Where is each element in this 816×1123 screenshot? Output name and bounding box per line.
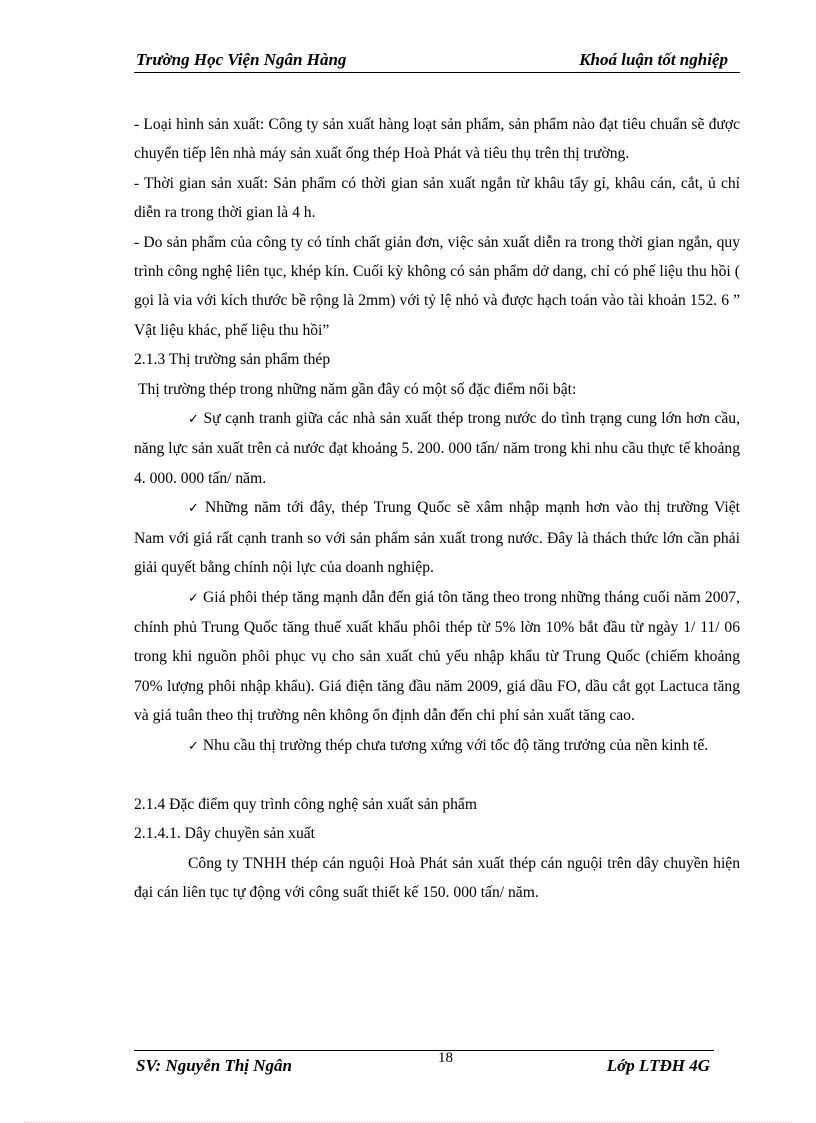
- footer-class: Lớp LTĐH 4G: [606, 1056, 710, 1075]
- check-icon: ✓: [188, 412, 200, 428]
- bullet-text: Giá phôi thép tăng mạnh dẫn đến giá tôn tăng theo trong những tháng cuối năm 2007, chính phủ Trung Quốc tăng thuế xuất khẩu phôi thép từ 5% lờn 10% bắt đầu từ ngày 1/ 11/ 06 trong khi nguồn phôi phục vụ cho sản xuất chủ yếu nhập khẩu từ Trung Quốc (chiếm khoảng 70% lượng phôi nhập khẩu). Giá điện tăng đầu năm 2009, giá dầu FO, dầu cắt gọt Lactuca tăng và giá tuân theo thị trường nên không ổn định dẫn đến chi phí sản xuất tăng cao.: [134, 588, 740, 725]
- bullet-text: Sự cạnh tranh giữa các nhà sản xuất thép trong nước do tình trạng cung lớn hơn cầu, năng lực sản xuất trên cả nước đạt khoảng 5. 200. 000 tấn/ năm trong khi nhu cầu thực tế khoảng 4. 000. 000 tấn/ năm.: [134, 410, 740, 487]
- page-footer: [134, 1050, 714, 1080]
- page-number: 18: [438, 1050, 453, 1066]
- bullet-competition: [134, 404, 740, 493]
- section-heading-2141: 2.1.4.1. Dây chuyền sản xuất: [134, 825, 316, 843]
- bullet-text: Nhu cầu thị trường thép chưa tương xứng với tốc độ tăng trưởng của nền kinh tế.: [202, 736, 709, 754]
- spacer: [134, 761, 740, 790]
- footer-student: SV: Nguyễn Thị Ngân: [136, 1056, 293, 1075]
- section-heading-213: 2.1.3 Thị trường sản phẩm thép: [134, 351, 331, 369]
- page-header: [134, 48, 740, 73]
- paragraph-production-time: - Thời gian sản xuất: Sản phẩm có thời gian sản xuất ngắn từ khâu tẩy gỉ, khâu cán, cắt, ủ chỉ diễn ra trong thời gian là 4 h.: [134, 174, 740, 222]
- footer-divider: [134, 1050, 714, 1051]
- bullet-billet-price: [134, 583, 740, 731]
- paragraph-production-type: - Loại hình sản xuất: Công ty sản xuất hàng loạt sản phẩm, sản phẩm nào đạt tiêu chuẩn sẽ được chuyển tiếp lên nhà máy sản xuất ống thép Hoà Phát và tiêu thụ trên thị trường.: [134, 116, 740, 163]
- header-school: Trường Học Viện Ngân Hàng: [136, 50, 347, 69]
- section-heading-214: 2.1.4 Đặc điểm quy trình công nghệ sản xuất sản phẩm: [134, 795, 477, 813]
- paragraph-market-intro: Thị trường thép trong những năm gần đây có một số đặc điểm nổi bật:: [138, 380, 577, 398]
- check-icon: ✓: [188, 501, 201, 517]
- page-body: [134, 110, 740, 908]
- bullet-text: Những năm tới đây, thép Trung Quốc sẽ xâm nhập mạnh hơn vào thị trường Việt Nam với giá rất cạnh tranh so với sản phẩm sản xuất trong nước. Đây là thách thức lớn cần phải giải quyết bằng chính nội lực của doanh nghiệp.: [134, 499, 740, 577]
- check-icon: ✓: [188, 590, 200, 606]
- paragraph-production-line: Công ty TNHH thép cán nguội Hoà Phát sản xuất thép cán nguội trên dây chuyền hiện đại cán liên tục tự động với công suất thiết kế 150. 000 tấn/ năm.: [134, 854, 740, 902]
- paragraph-product-nature: - Do sản phẩm của công ty có tính chất giản đơn, việc sản xuất diễn ra trong thời gian ngắn, quy trình công nghệ liên tục, khép kín. Cuối kỳ không có sản phẩm dở dang, chỉ có phế liệu thu hồi ( gọi là via với kích thước bề rộng là 2mm) với tỷ lệ nhỏ và được hạch toán vào tài khoản 152. 6 ” Vật liệu khác, phế liệu thu hồi”: [134, 233, 740, 339]
- bullet-demand: [134, 731, 740, 761]
- header-doc-type: Khoá luận tốt nghiệp: [579, 50, 728, 69]
- check-icon: ✓: [188, 738, 199, 754]
- bullet-chinese-steel: [134, 493, 740, 582]
